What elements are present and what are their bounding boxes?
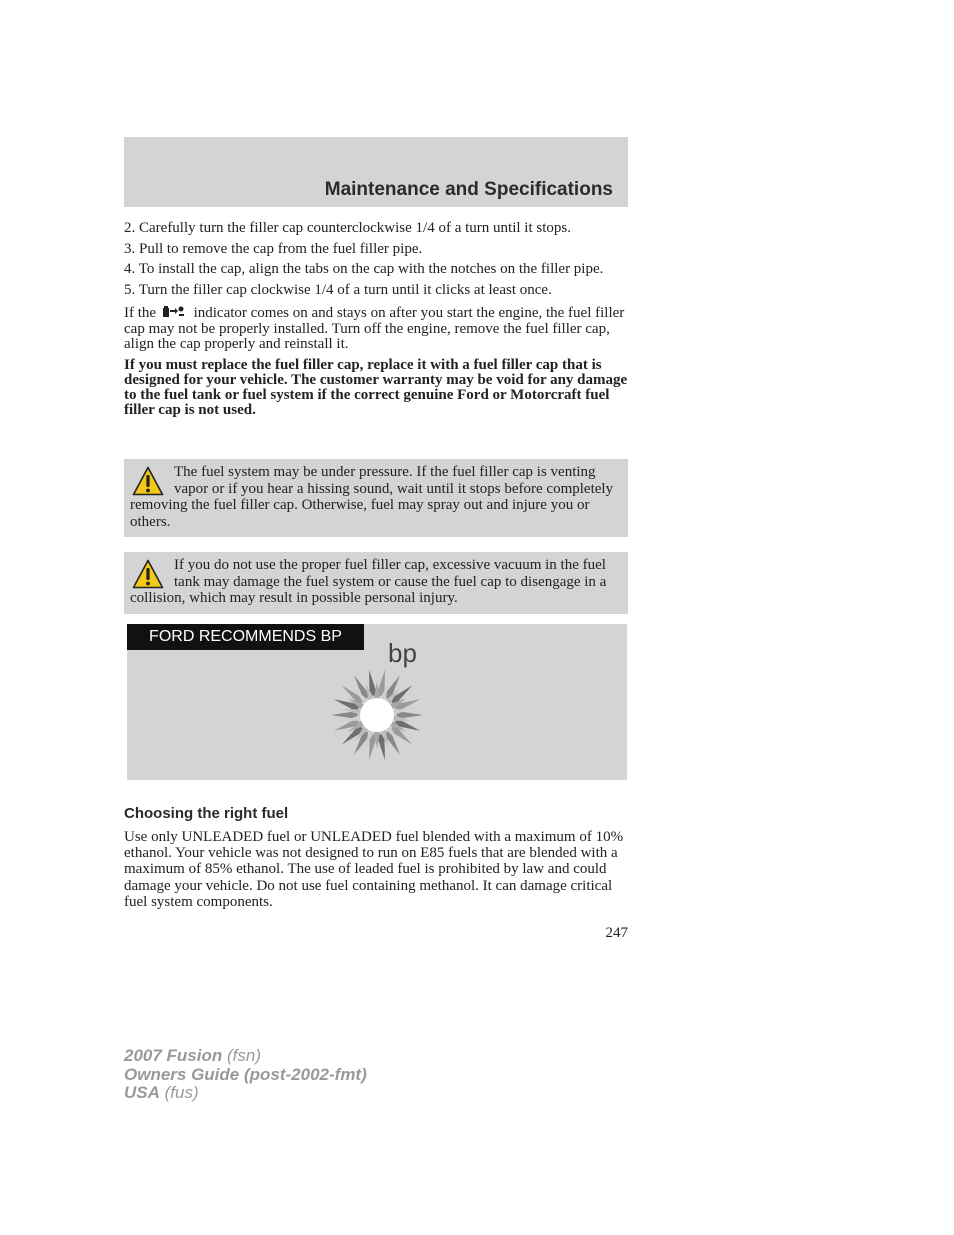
step-3: 3. Pull to remove the cap from the fuel filler pipe. [124, 240, 423, 257]
step-2: 2. Carefully turn the filler cap counterclockwise 1/4 of a turn until it stops. [124, 220, 571, 236]
warning-box-pressure [124, 459, 628, 537]
warning-text-vacuum: If you do not use the proper fuel filler cap, excessive vacuum in the fuel tank may damage the fuel system or cause the fuel cap to disengage in a collision, which may result in possible personal injury. [130, 557, 607, 606]
document-footer [124, 1047, 367, 1103]
page-title: Maintenance and Specifications [324, 179, 613, 200]
instructions-block [124, 221, 628, 423]
step-4: 4. To install the cap, align the tabs on the cap with the notches on the filler pipe. [124, 261, 604, 277]
replacement-notice: If you must replace the fuel filler cap, replace it with a fuel filler cap that is designed for your vehicle. The customer warranty may be void for any damage to the fuel tank or fuel system if the correct genuine Ford or Motorcraft fuel filler cap is not used. [124, 356, 628, 419]
section-header-band [124, 137, 628, 207]
warning-box-vacuum [124, 552, 628, 614]
warning-triangle-icon [132, 466, 164, 496]
indicator-text-before: If the [124, 305, 157, 321]
footer-line-1: 2007 Fusion (fsn) [124, 1046, 261, 1065]
section-heading: Choosing the right fuel [124, 805, 289, 822]
warning-text-pressure: The fuel system may be under pressure. If the fuel filler cap is venting vapor or if you hear a hissing sound, wait until it stops before completely removing the fuel filler cap. Otherwise, fuel may spray out and injure you or others. [130, 464, 614, 530]
footer-line-2: Owners Guide (post-2002-fmt) [124, 1064, 367, 1084]
indicator-paragraph [124, 305, 628, 353]
bp-banner: FORD RECOMMENDS BP [127, 624, 364, 650]
check-fuel-cap-icon [162, 305, 186, 319]
bp-logo-text: bp [388, 638, 417, 668]
step-5: 5. Turn the filler cap clockwise 1/4 of a turn until it clicks at least once. [124, 281, 552, 298]
footer-line-3: USA (fus) [124, 1083, 199, 1102]
bp-helios-sun-icon [330, 668, 424, 762]
page-number: 247 [605, 925, 628, 941]
bp-advertisement [127, 624, 627, 780]
warning-triangle-icon [132, 559, 164, 589]
indicator-text-after: indicator comes on and stays on after you start the engine, the fuel filler cap may not be properly installed. Turn off the engine, remove the fuel filler cap, align the cap properly and reinstall it. [124, 305, 625, 352]
fuel-paragraph: Use only UNLEADED fuel or UNLEADED fuel blended with a maximum of 10% ethanol. Your vehicle was not designed to run on E85 fuels that are blended with a maximum of 85% ethanol. The use of leaded fuel is prohibited by law and could damage your vehicle. Do not use fuel containing methanol. It can damage critical fuel system components. [124, 829, 624, 910]
